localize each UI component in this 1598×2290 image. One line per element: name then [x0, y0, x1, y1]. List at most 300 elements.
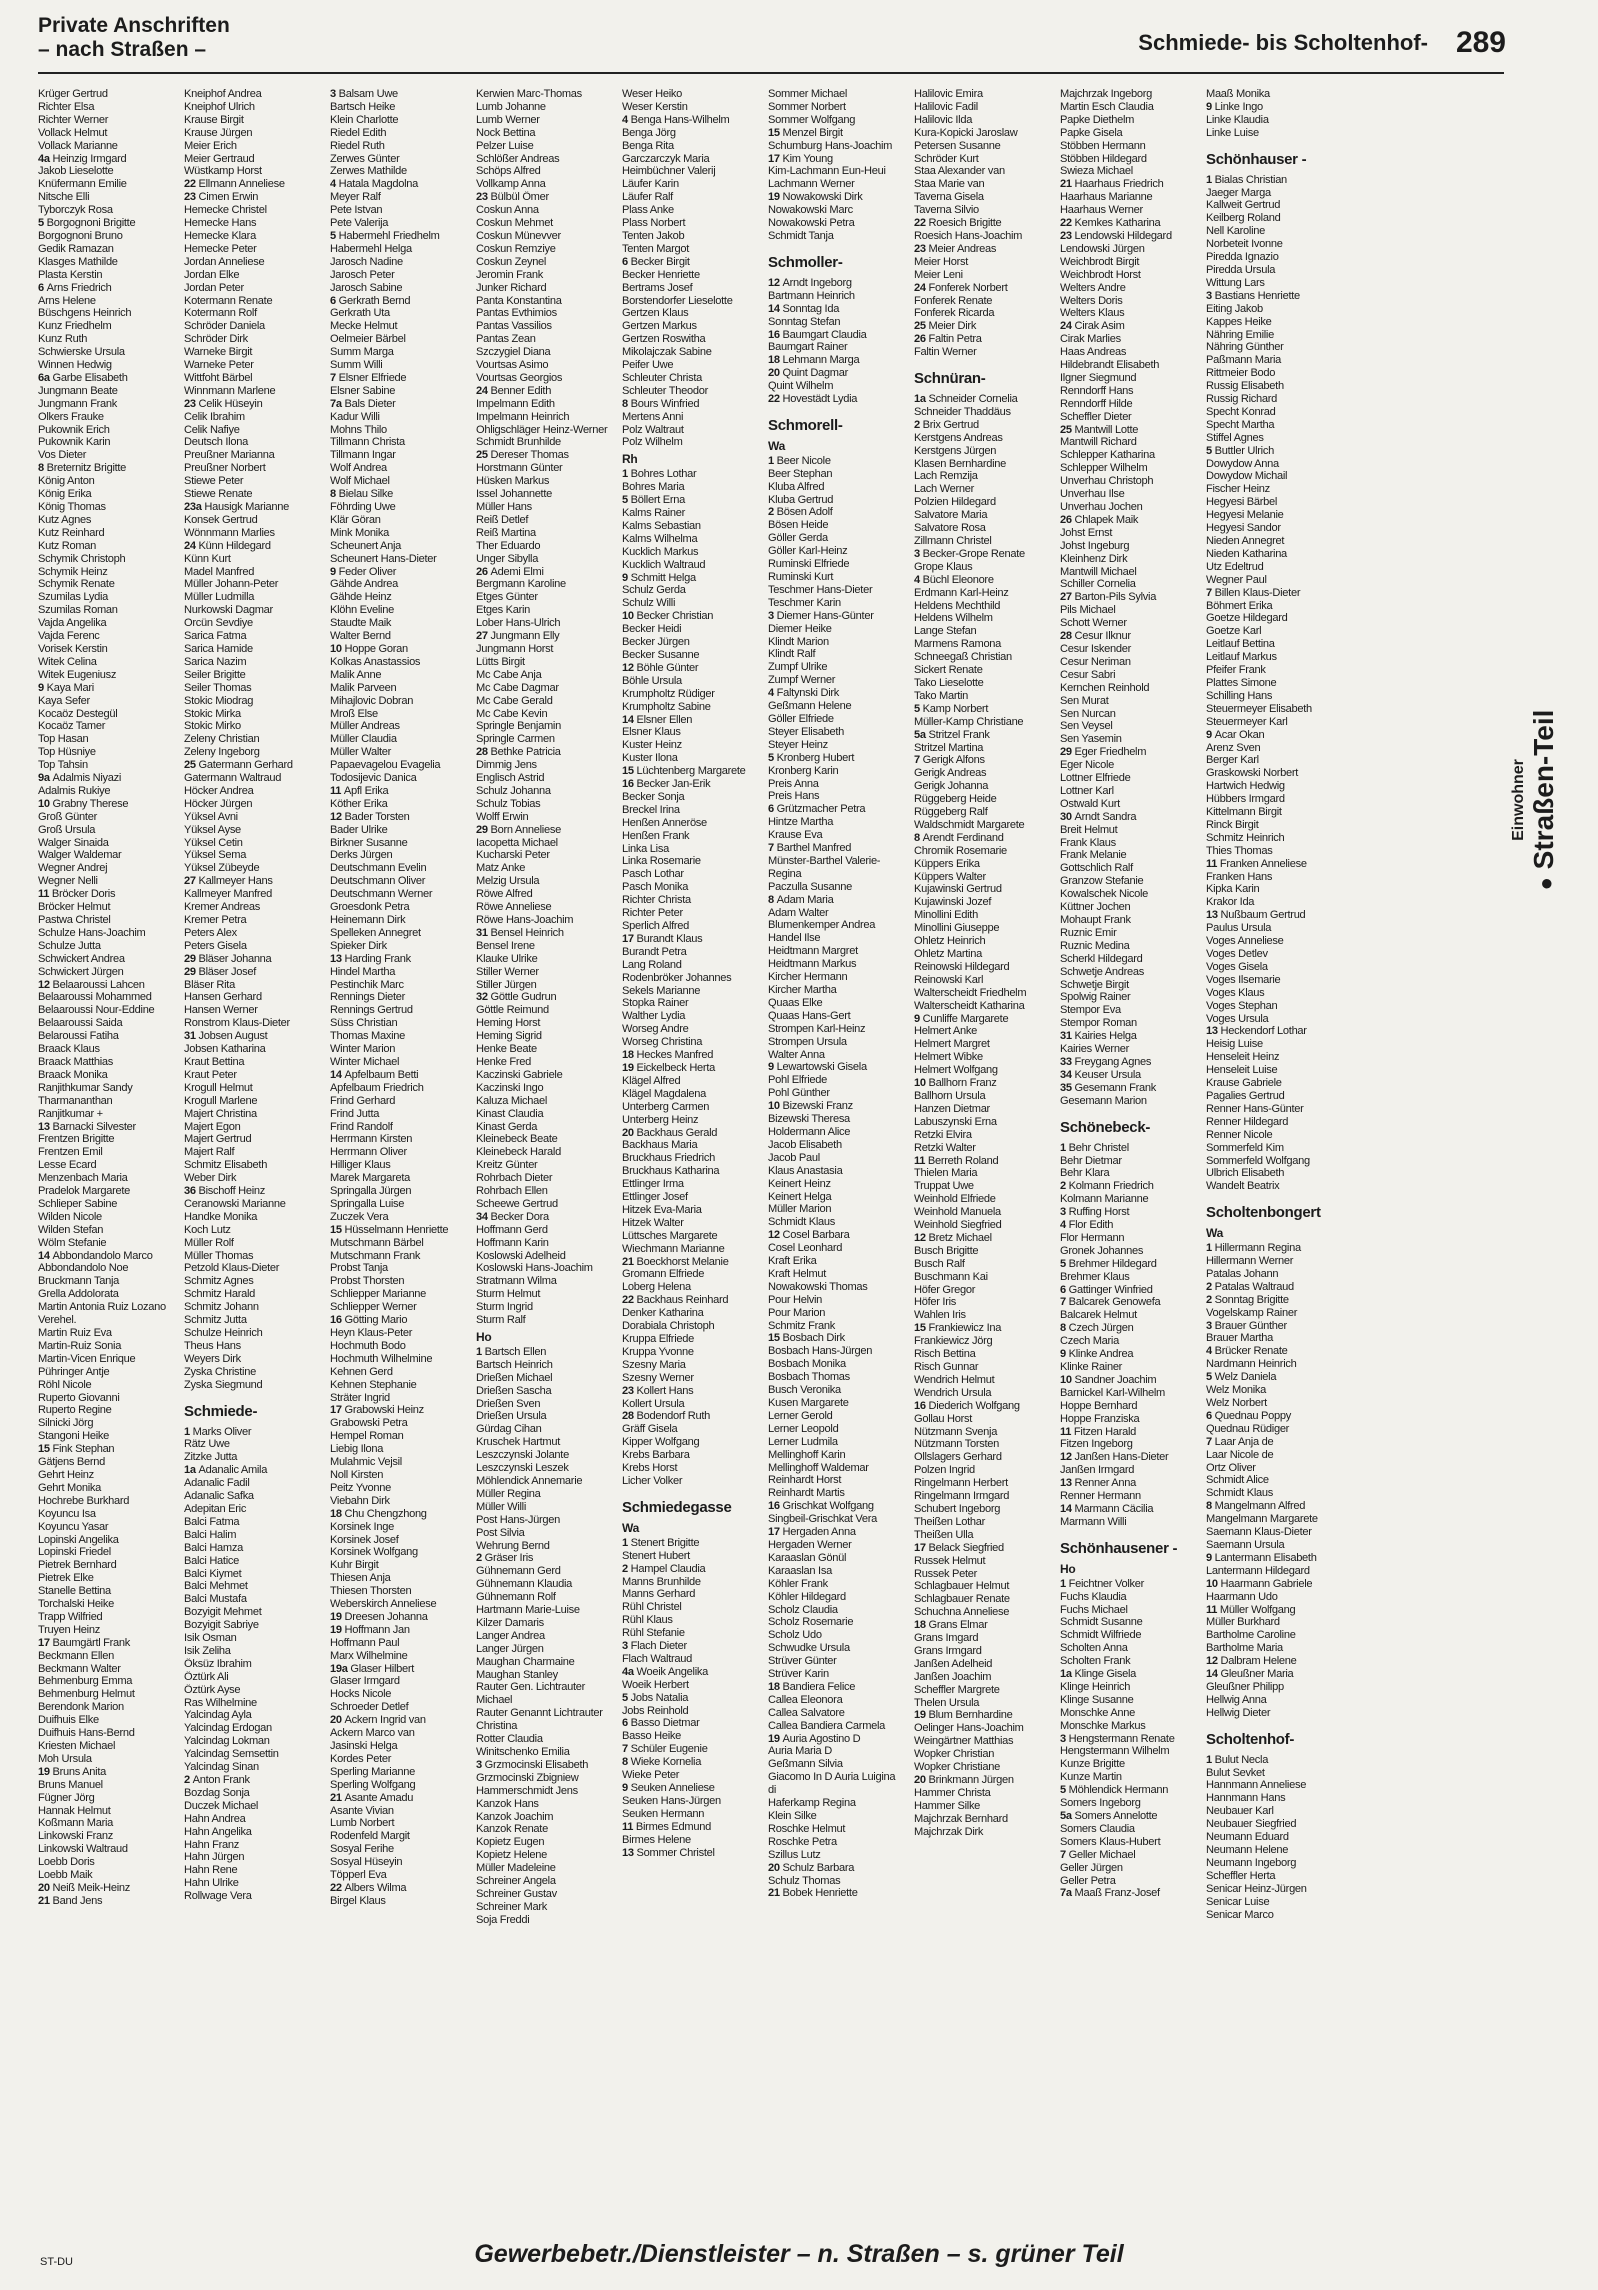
resident-name: Renndorff Hilde — [1060, 397, 1133, 410]
resident-entry — [1060, 1043, 1202, 1056]
resident-name: Iacopetta Michael — [476, 836, 558, 849]
resident-name: Jacob Paul — [768, 1151, 820, 1164]
resident-entry — [476, 1681, 618, 1694]
resident-name: Lumb Johanne — [476, 100, 546, 113]
resident-name: Matz Anke — [476, 862, 526, 875]
resident-entry — [476, 1372, 618, 1385]
resident-entry — [330, 1004, 472, 1017]
resident-entry — [768, 1578, 910, 1591]
resident-entry — [914, 1180, 1056, 1193]
resident-name: Balci Mehmet — [184, 1580, 248, 1593]
resident-name: Gühnemann Klaudia — [476, 1578, 573, 1591]
resident-name: Plass Norbert — [622, 217, 686, 230]
resident-name: Szillus Lutz — [768, 1848, 821, 1861]
resident-name: Braack Monika — [38, 1068, 108, 1081]
resident-name: Brücker Renate — [1214, 1345, 1288, 1358]
resident-name: Harding Frank — [344, 952, 411, 965]
resident-entry — [768, 114, 910, 127]
resident-name: Lüchtenberg Margarete — [636, 765, 746, 778]
resident-entry — [914, 832, 1056, 845]
resident-name: Spelleken Annegret — [330, 926, 421, 939]
resident-entry — [184, 953, 326, 966]
resident-name: Jordan Peter — [184, 281, 244, 294]
resident-entry — [330, 1805, 472, 1818]
resident-entry — [622, 894, 764, 907]
resident-name: Barton-Pils Sylvia — [1074, 591, 1157, 604]
resident-name: Nowakowski Marc — [768, 204, 853, 217]
resident-entry — [1060, 1707, 1202, 1720]
resident-name: Pietrek Bernhard — [38, 1559, 117, 1572]
resident-entry — [38, 359, 180, 372]
resident-entry — [38, 1056, 180, 1069]
resident-entry — [1206, 1436, 1348, 1449]
resident-entry — [38, 1482, 180, 1495]
resident-name: Nützmann Torsten — [914, 1438, 1000, 1451]
resident-entry — [184, 630, 326, 643]
resident-entry — [622, 140, 764, 153]
resident-entry — [476, 1617, 618, 1630]
resident-name: Oelmeier Bärbel — [330, 333, 406, 346]
resident-name: Meier Andreas — [928, 242, 997, 255]
resident-name: Kim Young — [782, 152, 833, 165]
resident-entry — [622, 1217, 764, 1230]
house-number: 25 — [914, 320, 929, 333]
resident-entry — [914, 269, 1056, 282]
resident-entry — [768, 393, 910, 406]
resident-entry — [330, 1843, 472, 1856]
resident-name: Schlagbauer Renate — [914, 1593, 1010, 1606]
resident-entry — [476, 514, 618, 527]
resident-entry — [476, 785, 618, 798]
resident-name: Majchrzak Ingeborg — [1060, 88, 1153, 100]
resident-name: Köhler Frank — [768, 1577, 828, 1590]
resident-entry — [184, 333, 326, 346]
resident-name: Haarhaus Marianne — [1060, 191, 1153, 204]
resident-name: Stiller Werner — [476, 965, 539, 978]
resident-name: Berreth Roland — [927, 1154, 999, 1167]
resident-entry — [914, 282, 1056, 295]
resident-entry — [768, 894, 910, 907]
resident-entry — [38, 1534, 180, 1547]
resident-name: Kreitz Günter — [476, 1159, 538, 1172]
house-number: 19 — [914, 1709, 929, 1722]
house-number: 16 — [914, 1399, 929, 1412]
house-number: 22 — [768, 393, 783, 406]
resident-entry — [1206, 251, 1348, 264]
resident-name: Hahn Franz — [184, 1838, 239, 1851]
house-number: 2 — [1206, 1293, 1215, 1306]
resident-entry — [622, 385, 764, 398]
resident-entry — [184, 449, 326, 462]
resident-name: Isik Osman — [184, 1632, 237, 1645]
resident-entry — [622, 1769, 764, 1782]
resident-name: Polz Waltraut — [622, 423, 684, 436]
house-number: 1 — [184, 1425, 193, 1438]
resident-name: Herrmann Oliver — [330, 1146, 407, 1159]
resident-entry — [1060, 578, 1202, 591]
house-number: 5 — [1060, 1257, 1069, 1270]
resident-entry — [184, 566, 326, 579]
resident-name: Klinge Gisela — [1074, 1668, 1136, 1681]
resident-entry — [330, 888, 472, 901]
resident-entry — [1060, 746, 1202, 759]
resident-name: Hergaden Werner — [768, 1538, 852, 1551]
resident-name: Lange Stefan — [914, 625, 977, 638]
resident-name: Wieke Kornelia — [630, 1756, 702, 1769]
resident-name: Jaeger Marga — [1206, 186, 1271, 199]
resident-entry — [476, 191, 618, 204]
resident-name: Handel Ilse — [768, 932, 821, 945]
resident-name: Wilden Stefan — [38, 1223, 104, 1236]
resident-entry — [330, 591, 472, 604]
resident-entry — [768, 571, 910, 584]
resident-entry — [38, 1030, 180, 1043]
resident-entry — [184, 1761, 326, 1774]
resident-entry — [184, 695, 326, 708]
resident-entry — [914, 1387, 1056, 1400]
resident-entry — [914, 458, 1056, 471]
resident-entry — [622, 1088, 764, 1101]
resident-entry — [184, 1787, 326, 1800]
resident-name: Stokic Mirka — [184, 707, 241, 720]
resident-name: Mellinghoff Karin — [768, 1448, 846, 1461]
resident-name: Stopka Rainer — [622, 997, 689, 1010]
resident-entry — [38, 1262, 180, 1275]
resident-name: Gerkrath Uta — [330, 307, 390, 320]
resident-name: Haferkamp Regina — [768, 1797, 856, 1810]
resident-name: Böllert Erna — [630, 494, 686, 507]
resident-entry — [1206, 1539, 1348, 1552]
resident-name: Elsner Sabine — [330, 384, 396, 397]
resident-entry — [38, 1856, 180, 1869]
resident-entry — [38, 617, 180, 630]
resident-entry — [914, 1116, 1056, 1129]
house-number: 3 — [914, 547, 923, 560]
resident-entry — [1060, 1155, 1202, 1168]
house-number: 7 — [330, 371, 339, 384]
resident-name: Hoppe Goran — [344, 642, 408, 655]
resident-name: Karaaslan Gönül — [768, 1551, 847, 1564]
resident-entry — [1206, 1642, 1348, 1655]
resident-name: Beckmann Ellen — [38, 1649, 114, 1662]
resident-name: Kneiphof Andrea — [184, 88, 262, 100]
resident-name: Dimmig Jens — [476, 759, 537, 772]
resident-name: Majert Ralf — [184, 1146, 235, 1159]
resident-name: Heinemann Dirk — [330, 914, 406, 926]
house-number: 1 — [1206, 1753, 1215, 1766]
resident-entry — [768, 687, 910, 700]
resident-name: Jarosch Nadine — [330, 255, 403, 268]
resident-name: Helmert Wolfgang — [914, 1064, 998, 1077]
house-number: 5a — [1060, 1810, 1075, 1822]
resident-name: Cesur Iskender — [1060, 642, 1132, 655]
resident-name: Englisch Astrid — [476, 772, 545, 785]
resident-entry — [622, 584, 764, 597]
resident-entry — [914, 767, 1056, 780]
resident-name: Klinge Susanne — [1060, 1693, 1134, 1706]
resident-entry — [330, 1017, 472, 1030]
resident-entry — [38, 1869, 180, 1882]
resident-entry — [622, 282, 764, 295]
resident-entry — [622, 494, 764, 507]
resident-name: Glaser Irmgard — [330, 1675, 400, 1688]
resident-entry — [330, 720, 472, 733]
resident-entry — [914, 1735, 1056, 1748]
resident-name: Etges Karin — [476, 604, 531, 617]
resident-entry — [330, 1314, 472, 1327]
resident-name: Kordes Peter — [330, 1752, 392, 1765]
resident-entry — [1060, 669, 1202, 682]
resident-entry — [622, 1268, 764, 1281]
resident-name: Arendt Ferdinand — [922, 831, 1004, 844]
resident-name: Geller Jürgen — [1060, 1861, 1123, 1874]
house-number: 8 — [768, 893, 777, 906]
resident-entry — [330, 1366, 472, 1379]
resident-entry — [476, 772, 618, 785]
resident-name: Springle Benjamin — [476, 720, 561, 733]
resident-name: Haarmann Gabriele — [1220, 1577, 1313, 1590]
resident-name: Müller Madeleine — [476, 1862, 556, 1875]
resident-name: Seiler Thomas — [184, 681, 252, 694]
resident-name: Kernchen Reinhold — [1060, 681, 1150, 694]
section-tab-small: Einwohner — [1510, 759, 1527, 841]
resident-name: Reiß Martina — [476, 526, 536, 539]
resident-entry — [330, 385, 472, 398]
resident-entry — [476, 1604, 618, 1617]
resident-name: Kleinebeck Beate — [476, 1133, 558, 1146]
resident-entry — [476, 1172, 618, 1185]
resident-name: Lantermann Hildegard — [1206, 1564, 1310, 1577]
resident-entry — [768, 354, 910, 367]
resident-name: Göttle Gudrun — [490, 991, 557, 1004]
resident-entry — [330, 127, 472, 140]
resident-entry — [330, 1534, 472, 1547]
resident-entry — [1206, 470, 1348, 483]
resident-entry — [38, 333, 180, 346]
resident-name: Föhrding Uwe — [330, 501, 396, 513]
resident-name: Kinast Claudia — [476, 1107, 544, 1120]
resident-entry — [1060, 1516, 1202, 1529]
resident-entry — [184, 1146, 326, 1159]
resident-name: Benga Jörg — [622, 126, 676, 139]
resident-name: Weinhold Siegfried — [914, 1219, 1002, 1232]
resident-name: Bösen Adolf — [776, 506, 833, 519]
resident-entry — [1206, 974, 1348, 987]
resident-name: Leszczynski Leszek — [476, 1462, 569, 1475]
resident-entry — [1206, 264, 1348, 277]
resident-entry — [622, 959, 764, 972]
resident-entry — [622, 701, 764, 714]
resident-name: Henke Beate — [476, 1043, 537, 1056]
resident-name: Bulut Sevket — [1206, 1766, 1265, 1779]
resident-name: Ras Wilhelmine — [184, 1696, 257, 1709]
resident-entry — [1060, 398, 1202, 411]
resident-name: Yüksel Cetin — [184, 836, 243, 849]
resident-name: Sen Veysel — [1060, 720, 1113, 733]
resident-entry — [914, 561, 1056, 574]
resident-entry — [38, 1701, 180, 1714]
resident-entry — [38, 1753, 180, 1766]
resident-entry — [914, 1606, 1056, 1619]
resident-name: Ackern Marco van — [330, 1727, 415, 1740]
resident-entry — [1060, 1082, 1202, 1095]
resident-name: Pradelok Margarete — [38, 1185, 131, 1198]
house-number: 16 — [622, 778, 637, 791]
resident-name: Johst Ernst — [1060, 526, 1113, 539]
resident-entry — [1206, 1616, 1348, 1629]
resident-name: Pukownik Karin — [38, 436, 111, 449]
resident-entry — [1060, 824, 1202, 837]
house-number: 12 — [1060, 1451, 1075, 1464]
resident-entry — [184, 1353, 326, 1366]
resident-entry — [768, 1526, 910, 1539]
resident-name: Chlapek Maik — [1074, 513, 1139, 526]
resident-entry — [38, 475, 180, 488]
resident-name: Pour Marion — [768, 1306, 826, 1319]
resident-entry — [768, 1591, 910, 1604]
resident-name: Kehnen Gerd — [330, 1365, 393, 1378]
resident-name: Mroß Else — [330, 707, 378, 720]
resident-entry — [914, 127, 1056, 140]
resident-entry — [476, 1043, 618, 1056]
resident-entry — [1060, 1284, 1202, 1297]
resident-entry — [38, 1353, 180, 1366]
resident-name: Regina — [768, 867, 802, 880]
resident-name: Welz Norbert — [1206, 1397, 1267, 1409]
resident-name: Röwe Anneliese — [476, 901, 552, 914]
resident-entry — [622, 230, 764, 243]
resident-entry — [184, 591, 326, 604]
resident-entry — [38, 708, 180, 721]
resident-name: Höcker Jürgen — [184, 797, 253, 810]
resident-name: Tako Lieselotte — [914, 676, 984, 689]
resident-entry — [184, 1593, 326, 1606]
resident-entry — [38, 436, 180, 449]
directory-columns — [38, 88, 1348, 2238]
resident-entry — [330, 1108, 472, 1121]
resident-entry — [622, 191, 764, 204]
resident-entry — [622, 1398, 764, 1411]
resident-name: Pohl Günther — [768, 1087, 830, 1100]
resident-name: Balcarek Helmut — [1060, 1309, 1137, 1322]
resident-name: Top Tahsin — [38, 759, 88, 772]
resident-name: Nurkowski Dagmar — [184, 604, 273, 617]
resident-entry — [622, 791, 764, 804]
resident-name: Meier Gertraud — [184, 152, 255, 165]
resident-name: Janßen Irmgard — [1060, 1464, 1135, 1477]
resident-entry — [1060, 1069, 1202, 1082]
resident-name: Nowakowski Thomas — [768, 1280, 868, 1293]
house-number: 31 — [184, 1030, 199, 1043]
resident-name: Schwudke Ursula — [768, 1642, 850, 1655]
resident-entry — [622, 114, 764, 127]
resident-entry — [622, 1075, 764, 1088]
resident-name: Kraut Peter — [184, 1068, 237, 1081]
resident-name: Müller Thomas — [184, 1249, 254, 1262]
resident-name: Ballhorn Ursula — [914, 1089, 986, 1102]
resident-entry — [1060, 269, 1202, 282]
resident-entry — [622, 1023, 764, 1036]
resident-entry — [38, 217, 180, 230]
resident-entry — [1060, 1668, 1202, 1681]
resident-entry — [622, 610, 764, 623]
resident-name: Szczygiel Diana — [476, 346, 551, 359]
resident-name: Hartwich Hedwig — [1206, 780, 1285, 793]
resident-entry — [184, 1250, 326, 1263]
resident-name: Sonntag Ida — [782, 302, 840, 315]
resident-name: Pietrek Elke — [38, 1572, 94, 1585]
resident-entry — [768, 1294, 910, 1307]
resident-entry — [476, 424, 618, 437]
resident-entry — [914, 677, 1056, 690]
resident-entry — [184, 1890, 326, 1903]
resident-name: Borgognoni Bruno — [38, 229, 123, 242]
resident-entry — [1060, 1004, 1202, 1017]
resident-entry — [330, 333, 472, 346]
resident-entry — [914, 1684, 1056, 1697]
resident-entry — [622, 1372, 764, 1385]
resident-name: Heldens Wilhelm — [914, 612, 993, 625]
resident-name: Lerner Ludmila — [768, 1435, 838, 1448]
resident-entry — [476, 1746, 618, 1759]
resident-entry — [768, 380, 910, 393]
resident-entry — [38, 746, 180, 759]
resident-entry — [1206, 1805, 1348, 1818]
resident-name: Keinert Helga — [768, 1190, 832, 1203]
resident-entry — [1060, 1655, 1202, 1668]
house-number: 23a — [184, 501, 205, 513]
resident-name: Rennings Gertrud — [330, 1004, 413, 1017]
resident-name: Linka Rosemarie — [622, 855, 701, 868]
house-number: 18 — [330, 1507, 345, 1520]
resident-entry — [1206, 445, 1348, 458]
resident-entry — [476, 1565, 618, 1578]
resident-entry — [1206, 1038, 1348, 1051]
resident-name: Balci Hamza — [184, 1541, 243, 1554]
resident-name: Post Silvia — [476, 1526, 525, 1539]
house-number: 24 — [184, 539, 199, 552]
resident-entry — [914, 987, 1056, 1000]
resident-entry — [330, 1572, 472, 1585]
resident-entry — [622, 1834, 764, 1847]
resident-name: Panta Konstantina — [476, 294, 562, 307]
resident-name: Haas Andreas — [1060, 346, 1127, 359]
resident-name: Moh Ursula — [38, 1752, 92, 1765]
resident-entry — [184, 1826, 326, 1839]
resident-name: Russig Richard — [1206, 393, 1278, 406]
resident-name: Wolff Erwin — [476, 810, 529, 823]
resident-entry — [38, 346, 180, 359]
resident-entry — [768, 1126, 910, 1139]
resident-name: Neubauer Siegfried — [1206, 1818, 1297, 1831]
resident-entry — [476, 811, 618, 824]
resident-name: Heidtmann Markus — [768, 958, 857, 971]
resident-entry — [622, 572, 764, 585]
resident-name: Heinzig Irmgard — [52, 152, 127, 165]
resident-entry — [330, 1043, 472, 1056]
resident-entry — [622, 1243, 764, 1256]
resident-name: Bläser Josef — [198, 965, 256, 978]
resident-entry — [38, 295, 180, 308]
resident-name: Norbeteit Ivonne — [1206, 238, 1283, 251]
house-number: 19 — [768, 191, 783, 204]
resident-name: Todosijevic Danica — [330, 772, 417, 785]
resident-entry — [184, 1516, 326, 1529]
resident-entry — [768, 1565, 910, 1578]
resident-entry — [1060, 656, 1202, 669]
resident-name: Heming Horst — [476, 1017, 541, 1030]
house-number: 1 — [1206, 1242, 1215, 1255]
